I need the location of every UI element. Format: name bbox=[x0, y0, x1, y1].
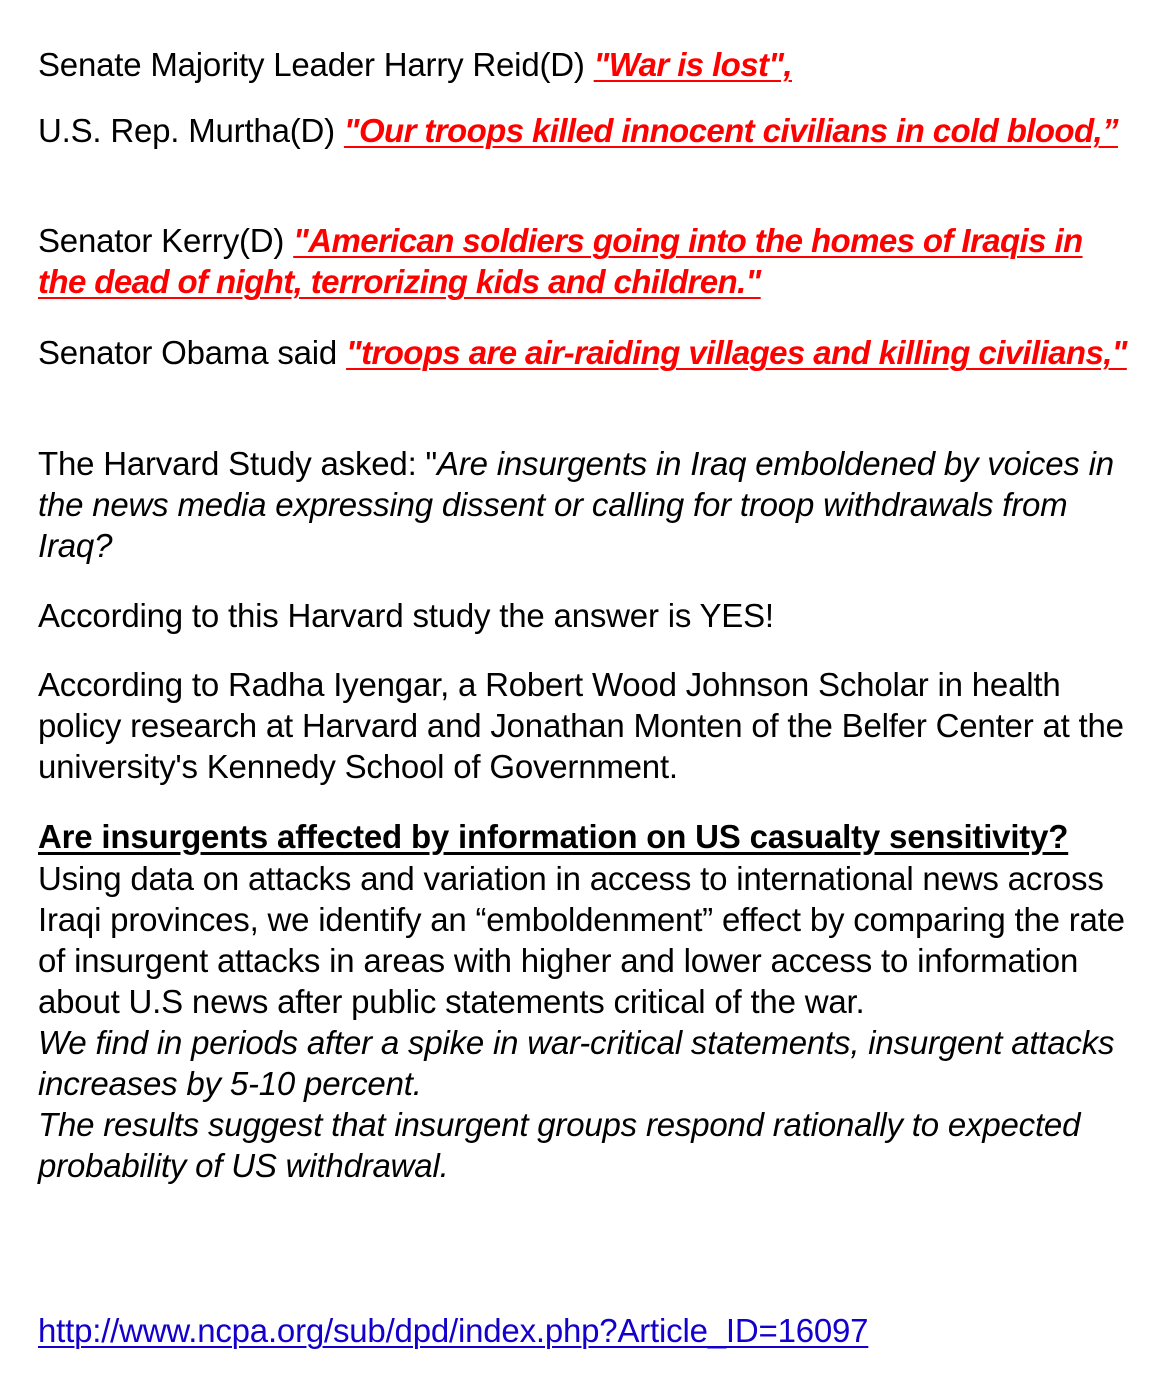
quote-text-kerry: "American soldiers going into the homes of Iraqis in the dead of night, terrorizing kids and children." bbox=[38, 222, 1083, 300]
harvard-answer-paragraph: According to this Harvard study the answer is YES! bbox=[38, 597, 774, 634]
quote-text-murtha: "Our troops killed innocent civilians in cold blood,” bbox=[343, 112, 1119, 149]
study-section bbox=[38, 816, 1128, 1186]
quote-text-obama: "troops are air-raiding villages and killing civilians," bbox=[346, 334, 1127, 371]
quote-speaker-obama: Senator Obama said bbox=[38, 334, 347, 371]
harvard-question-lead: The Harvard Study asked: " bbox=[38, 445, 438, 482]
source-url-link[interactable]: http://www.ncpa.org/sub/dpd/index.php?Article_ID=16097 bbox=[38, 1312, 869, 1349]
study-body-paragraph: Using data on attacks and variation in access to international news across Iraqi provinces, we identify an “emboldenment” effect by comparing the rate of insurgent attacks in areas with higher and lower access to information about U.S news after public statements critical of the war. bbox=[38, 860, 1125, 1020]
study-heading bbox=[38, 816, 1128, 858]
quote-text-reid: "War is lost", bbox=[593, 46, 792, 83]
quote-speaker-reid: Senate Majority Leader Harry Reid(D) bbox=[38, 46, 594, 83]
study-finding-two: The results suggest that insurgent groups respond rationally to expected probability of US withdrawal. bbox=[38, 1106, 1081, 1184]
study-finding-one: We find in periods after a spike in war-critical statements, insurgent attacks increases by 5-10 percent. bbox=[38, 1024, 1115, 1102]
harvard-question-text: Are insurgents in Iraq emboldened by voices in the news media expressing dissent or calling for troop withdrawals from Iraq? bbox=[38, 445, 1114, 564]
source-url-row bbox=[38, 1310, 1128, 1351]
study-heading-text: Are insurgents affected by information on US casualty sensitivity? bbox=[38, 818, 1069, 855]
quote-speaker-kerry: Senator Kerry(D) bbox=[38, 222, 294, 259]
quote-paragraph-obama bbox=[38, 332, 1128, 373]
quote-paragraph-murtha bbox=[38, 110, 1128, 151]
authors-paragraph: According to Radha Iyengar, a Robert Wood Johnson Scholar in health policy research at Harvard and Jonathan Monten of the Belfer Center at the university's Kennedy School of Government. bbox=[38, 666, 1124, 785]
harvard-question-paragraph bbox=[38, 443, 1128, 566]
quote-paragraph-reid bbox=[38, 44, 1128, 85]
quote-speaker-murtha: U.S. Rep. Murtha(D) bbox=[38, 112, 344, 149]
quote-paragraph-kerry bbox=[38, 220, 1128, 302]
